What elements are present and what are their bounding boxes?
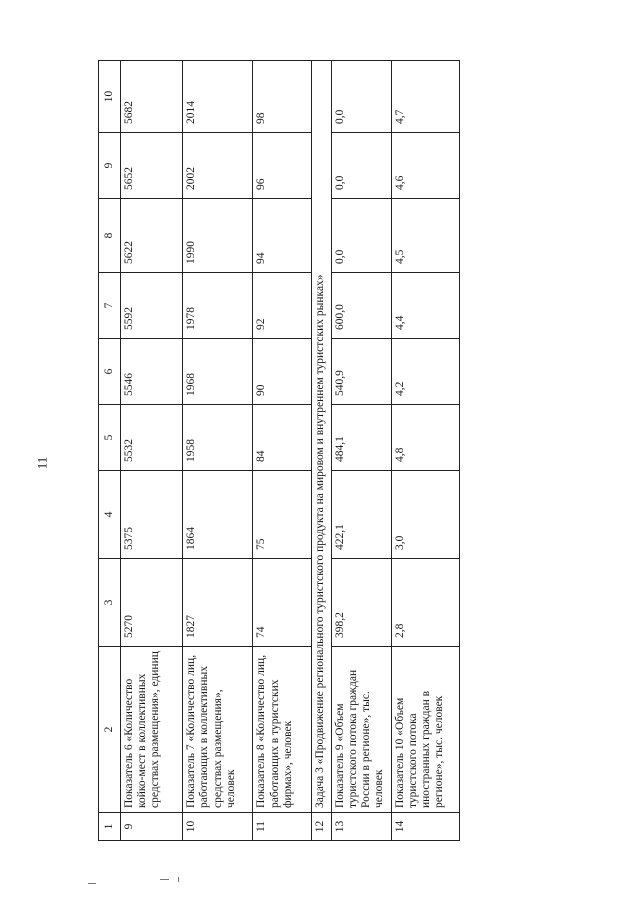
scan-speck: [178, 877, 179, 882]
value-cell: 4,2: [391, 339, 459, 405]
scan-speck: [160, 879, 169, 880]
table-row: [183, 61, 253, 841]
header-cell: 1: [99, 813, 121, 841]
value-cell: 484,1: [331, 405, 391, 471]
value-cell: 98: [253, 61, 311, 133]
table-row: [121, 61, 183, 841]
header-cell: 5: [99, 405, 121, 471]
value-cell: 3,0: [391, 471, 459, 559]
value-cell: 74: [253, 559, 311, 647]
value-cell: 0,0: [331, 199, 391, 273]
row-number-cell: 10: [183, 813, 253, 841]
value-cell: 5270: [121, 559, 183, 647]
value-cell: 422,1: [331, 471, 391, 559]
row-number-cell: 9: [121, 813, 183, 841]
value-cell: 92: [253, 273, 311, 339]
value-cell: 5592: [121, 273, 183, 339]
value-cell: 5652: [121, 133, 183, 199]
value-cell: 2,8: [391, 559, 459, 647]
indicator-description-cell: Показатель 10 «Объем туристского потока иностранных граждан в регионе», тыс. человек: [391, 647, 459, 813]
indicator-description-cell: Показатель 8 «Количество лиц, работающих в туристских фирмах», человек: [253, 647, 311, 813]
page-number: 11: [34, 456, 50, 470]
table-row: [331, 61, 391, 841]
value-cell: 540,9: [331, 339, 391, 405]
task-cell: Задача 3 «Продвижение регионального туристского продукта на мировом и внутреннем туристских рынках»: [311, 61, 331, 813]
value-cell: 84: [253, 405, 311, 471]
value-cell: 5532: [121, 405, 183, 471]
value-cell: 1978: [183, 273, 253, 339]
value-cell: 2002: [183, 133, 253, 199]
header-row: [99, 61, 121, 841]
header-cell: 10: [99, 61, 121, 133]
value-cell: 90: [253, 339, 311, 405]
value-cell: 2014: [183, 61, 253, 133]
rotated-table-container: [98, 61, 460, 841]
value-cell: 5546: [121, 339, 183, 405]
row-number-cell: 11: [253, 813, 311, 841]
value-cell: 4,6: [391, 133, 459, 199]
value-cell: 4,5: [391, 199, 459, 273]
header-cell: 4: [99, 471, 121, 559]
value-cell: 1864: [183, 471, 253, 559]
table-row: [253, 61, 311, 841]
indicator-description-cell: Показатель 9 «Объем туристского потока граждан России в регионе», тыс. человек: [331, 647, 391, 813]
header-cell: 8: [99, 199, 121, 273]
value-cell: 1968: [183, 339, 253, 405]
header-cell: 6: [99, 339, 121, 405]
value-cell: 5682: [121, 61, 183, 133]
header-cell: 7: [99, 273, 121, 339]
indicators-table: [98, 60, 460, 841]
value-cell: 5622: [121, 199, 183, 273]
value-cell: 4,4: [391, 273, 459, 339]
indicator-description-cell: Показатель 7 «Количество лиц, работающих в коллективных средствах размещения», человек: [183, 647, 253, 813]
value-cell: 75: [253, 471, 311, 559]
value-cell: 4,7: [391, 61, 459, 133]
value-cell: 398,2: [331, 559, 391, 647]
value-cell: 1990: [183, 199, 253, 273]
value-cell: 1827: [183, 559, 253, 647]
value-cell: 1958: [183, 405, 253, 471]
value-cell: 600,0: [331, 273, 391, 339]
scan-speck: [88, 883, 96, 884]
row-number-cell: 13: [331, 813, 391, 841]
value-cell: 94: [253, 199, 311, 273]
row-number-cell: 14: [391, 813, 459, 841]
header-cell: 9: [99, 133, 121, 199]
header-cell: 3: [99, 559, 121, 647]
value-cell: 0,0: [331, 133, 391, 199]
value-cell: 96: [253, 133, 311, 199]
indicator-description-cell: Показатель 6 «Количество койко-мест в коллективных средствах размещения», единиц: [121, 647, 183, 813]
value-cell: 4,8: [391, 405, 459, 471]
value-cell: 0,0: [331, 61, 391, 133]
table-row: [311, 61, 331, 841]
table-row: [391, 61, 459, 841]
header-cell: 2: [99, 647, 121, 813]
row-number-cell: 12: [311, 813, 331, 841]
value-cell: 5375: [121, 471, 183, 559]
